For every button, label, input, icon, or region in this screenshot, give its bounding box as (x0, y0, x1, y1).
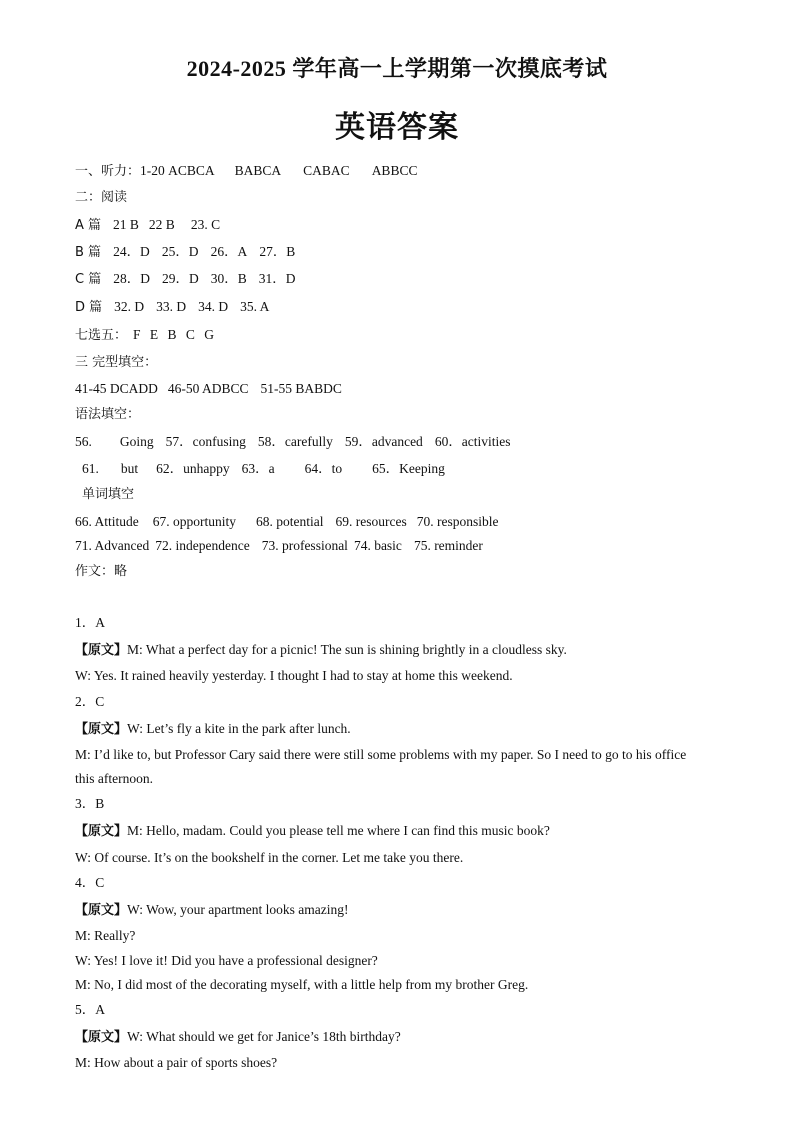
answer-item: 26．A (210, 244, 248, 259)
answer-item: 71. Advanced (75, 538, 150, 553)
seven-value: F E B C G (133, 327, 215, 342)
transcript-line: M: I’d like to, but Professor Cary said there were still some problems with my paper. So I need to go to his office (75, 747, 687, 762)
answer-item: 23. C (190, 217, 221, 232)
answer-item: 30．B (210, 271, 247, 286)
listening-label: 一、听力： (75, 164, 141, 179)
seven-choose-five-answers (75, 326, 214, 345)
transcript-line: W: Of course. It’s on the bookshelf in the corner. Let me take you there. (75, 850, 464, 865)
answer-item: 35. A (240, 299, 270, 314)
transcript-line: M: How about a pair of sports shoes? (75, 1055, 278, 1070)
answer-item: 27．B (259, 244, 296, 259)
reading-label: 二：阅读 (75, 190, 128, 205)
passage-d-label: D 篇 (75, 300, 103, 315)
cloze-group: 46-50 ADBCC (167, 381, 249, 396)
answer-item: 73. professional (261, 538, 348, 553)
answer-item: 34. D (198, 299, 229, 314)
cloze-answers (75, 380, 342, 398)
answer-item: 74. basic (353, 538, 402, 553)
answer-item: 65．Keeping (372, 461, 445, 476)
answer-item: 31．D (258, 271, 296, 286)
word-fill-label: 单词填空 (82, 487, 135, 502)
answer-item: Going (119, 434, 154, 449)
answer-item: 22 B (148, 217, 175, 232)
answer-item: 32. D (114, 299, 145, 314)
transcript-line: W: Yes! I love it! Did you have a professional designer? (75, 953, 378, 968)
answer-item: 70. responsible (416, 514, 499, 529)
listening-group: 1-20 ACBCA (140, 163, 215, 178)
essay-note: 作文：略 (75, 564, 128, 579)
transcript-tag: 【原文】 (75, 903, 128, 918)
answer-item: 66. Attitude (75, 514, 139, 529)
transcript-text: W: What should we get for Janice’s 18th birthday? (127, 1029, 401, 1044)
cloze-group: 41-45 DCADD (75, 381, 158, 396)
answer-item: 25．D (161, 244, 199, 259)
seven-label: 七选五： (75, 328, 128, 343)
transcript-line (75, 1028, 401, 1047)
answer-item: but (120, 461, 139, 476)
listening-group: CABAC (303, 163, 350, 178)
answer-item: 72. independence (155, 538, 250, 553)
cloze-group: 51-55 BABDC (260, 381, 342, 396)
grammar-label: 语法填空： (75, 407, 141, 422)
passage-d-answers (75, 298, 269, 317)
answer-item: 24．D (113, 244, 150, 259)
passage-a-answers (75, 216, 220, 235)
transcript-line (75, 822, 550, 841)
answer-item: 62．unhappy (156, 461, 230, 476)
transcript-tag: 【原文】 (75, 643, 128, 658)
passage-c-answers (75, 270, 295, 289)
transcript-tag: 【原文】 (75, 1030, 128, 1045)
answer-item: 21 B (113, 217, 139, 232)
transcript-line: M: No, I did most of the decorating myself, with a little help from my brother Greg. (75, 977, 529, 992)
grammar-answers-row (75, 433, 511, 451)
question-number: 4．C (75, 875, 105, 890)
answer-item: 58．carefully (257, 434, 333, 449)
question-number: 5．A (75, 1002, 105, 1017)
transcript-line: M: Really? (75, 928, 136, 943)
transcript-text: W: Wow, your apartment looks amazing! (127, 902, 349, 917)
transcript-line (75, 901, 349, 920)
transcript-text: W: Let’s fly a kite in the park after lunch. (127, 721, 351, 736)
answer-item: 67. opportunity (152, 514, 236, 529)
answer-item: 57．confusing (165, 434, 246, 449)
transcript-line (75, 641, 567, 660)
listening-answers (75, 162, 417, 181)
transcript-line: this afternoon. (75, 771, 153, 786)
question-number: 3．B (75, 796, 105, 811)
answer-item: 75. reminder (413, 538, 483, 553)
transcript-tag: 【原文】 (75, 722, 128, 737)
cloze-label: 三 完型填空： (75, 355, 158, 370)
answer-item: 63．a (241, 461, 275, 476)
passage-b-answers (75, 243, 295, 262)
grammar-answers-row (82, 460, 445, 478)
word-fill-answers-row (75, 537, 483, 555)
answer-item: 59．advanced (344, 434, 423, 449)
transcript-tag: 【原文】 (75, 824, 128, 839)
passage-c-label: C 篇 (75, 272, 102, 287)
listening-group: BABCA (234, 163, 282, 178)
answer-item: 64．to (304, 461, 343, 476)
transcript-text: M: What a perfect day for a picnic! The sun is shining brightly in a cloudless sky. (127, 642, 567, 657)
answer-item: 68. potential (256, 514, 324, 529)
question-number: 1．A (75, 615, 105, 630)
question-number: 2．C (75, 694, 105, 709)
answer-heading: 英语答案 (335, 111, 459, 144)
passage-a-label: A 篇 (75, 218, 102, 233)
answer-item: 60．activities (434, 434, 511, 449)
answer-item: 69. resources (335, 514, 407, 529)
exam-title: 2024-2025 学年高一上学期第一次摸底考试 (186, 56, 608, 81)
passage-b-label: B 篇 (75, 245, 102, 260)
transcript-line: W: Yes. It rained heavily yesterday. I thought I had to stay at home this weekend. (75, 668, 513, 683)
answer-item: 56. (75, 434, 92, 449)
answer-item: 28．D (113, 271, 150, 286)
transcript-text: M: Hello, madam. Could you please tell me where I can find this music book? (127, 823, 550, 838)
transcript-line (75, 720, 351, 739)
answer-item: 33. D (156, 299, 187, 314)
answer-item: 29．D (161, 271, 199, 286)
answer-item: 61. (82, 461, 99, 476)
word-fill-answers-row (75, 513, 498, 531)
listening-group: ABBCC (371, 163, 418, 178)
